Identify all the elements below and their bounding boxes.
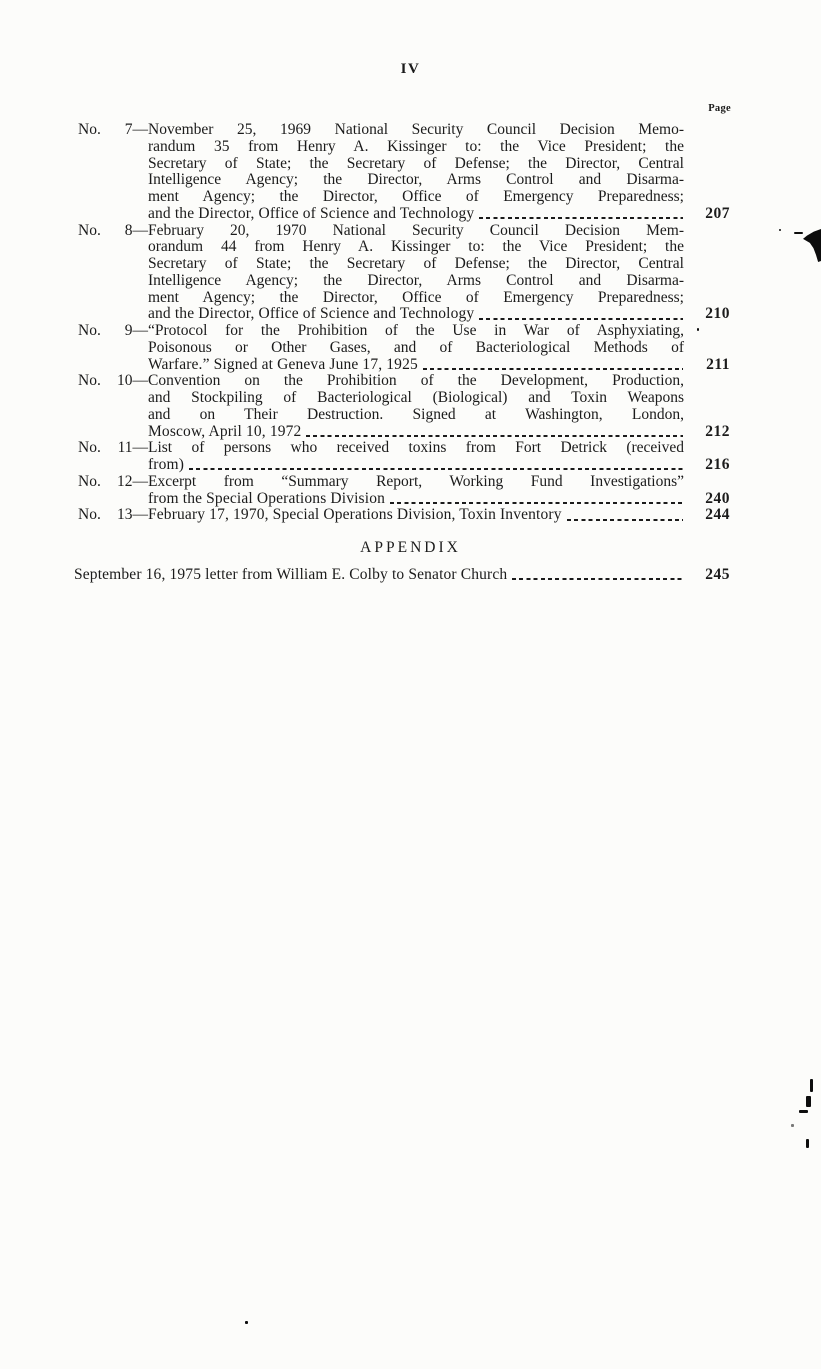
- ink-blot-artifact: [803, 229, 821, 262]
- entry-page-number: 207: [705, 204, 730, 222]
- entry-page-number: 245: [705, 566, 730, 583]
- entry-line: Secretary of State; the Secretary of Defense; the Director, Central: [148, 256, 684, 272]
- entry-page-number: 244: [705, 506, 730, 524]
- entry-page-number: 210: [705, 305, 730, 323]
- entry-first-line: [78, 373, 730, 390]
- toc-entry-no7: [78, 122, 730, 223]
- dot-leader: [189, 468, 683, 470]
- entry-text: Moscow, April 10, 1972: [148, 423, 302, 440]
- dot-leader: [512, 578, 683, 580]
- entry-no-digit: 11—: [117, 439, 148, 457]
- toc-entry-no11: [78, 440, 730, 474]
- page-folio: IV: [400, 61, 421, 77]
- entry-last-line: [74, 567, 730, 584]
- scan-speck: [806, 1139, 809, 1148]
- dot-leader: [567, 519, 683, 521]
- entry-line: Poisonous or Other Gases, and of Bacteriological Methods of: [148, 339, 684, 356]
- entry-last-line: [78, 206, 730, 223]
- entry-first-line: [78, 440, 730, 457]
- toc-entry-no12: [78, 474, 730, 508]
- dot-leader: [479, 318, 683, 320]
- entry-first-line: [78, 474, 730, 491]
- scan-speck: [806, 1096, 811, 1107]
- scan-speck: [799, 1110, 808, 1113]
- dot-leader: [479, 217, 683, 219]
- scan-speck: [810, 1079, 813, 1092]
- entry-text: from): [148, 457, 185, 473]
- dot-leader: [423, 368, 683, 370]
- entry-no-digit: 13—: [117, 506, 148, 524]
- scan-speck: [779, 229, 781, 231]
- toc-entry-no8: [78, 223, 730, 324]
- entry-line: randum 35 from Henry A. Kissinger to: the Vice President; the: [148, 138, 684, 155]
- entry-line: orandum 44 from Henry A. Kissinger to: the Vice President; the: [148, 239, 684, 256]
- entry-line: and on Their Destruction. Signed at Washington, London,: [148, 406, 684, 423]
- entry-line: Intelligence Agency; the Director, Arms Control and Disarma-: [148, 172, 684, 189]
- entry-no-digit: 12—: [117, 472, 148, 490]
- entry-page-number: 211: [706, 355, 730, 373]
- scan-speck: [794, 232, 803, 234]
- table-of-contents: [78, 122, 730, 524]
- appendix-heading: APPENDIX: [360, 539, 461, 556]
- entry-line: and Stockpiling of Bacteriological (Biological) and Toxin Weapons: [148, 390, 684, 406]
- entry-text: February 17, 1970, Special Operations Division, Toxin Inventory: [148, 507, 562, 524]
- entry-line: ment Agency; the Director, Office of Emergency Preparedness;: [148, 289, 684, 306]
- entry-last-line: [78, 424, 730, 441]
- entry-no-word: No.: [78, 472, 101, 490]
- entry-number: [78, 373, 148, 390]
- entry-page-number: 212: [705, 422, 730, 440]
- entry-page-number: 216: [705, 456, 730, 473]
- entry-text: November 25, 1969 National Security Council Decision Memo-: [148, 122, 684, 138]
- entry-text: “Protocol for the Prohibition of the Use in War of Asphyxiating,: [148, 323, 684, 339]
- entry-last-line: [78, 357, 730, 374]
- toc-entry-no9: [78, 323, 730, 373]
- entry-first-line: [78, 122, 730, 139]
- entry-no-digit: 7—: [124, 121, 148, 138]
- entry-text: List of persons who received toxins from Fort Detrick (received: [148, 440, 684, 457]
- entry-text: from the Special Operations Division: [148, 490, 385, 507]
- dot-leader: [390, 502, 683, 504]
- entry-no-word: No.: [78, 439, 101, 457]
- page-column-label: Page: [708, 103, 731, 114]
- entry-no-word: No.: [78, 506, 101, 524]
- entry-first-line: [78, 323, 730, 340]
- entry-no-word: No.: [78, 221, 101, 239]
- entry-text: Excerpt from “Summary Report, Working Fund Investigations”: [148, 473, 684, 490]
- entry-no-word: No.: [78, 372, 101, 390]
- entry-no-digit: 10—: [117, 372, 148, 390]
- toc-entry-no10: [78, 373, 730, 440]
- entry-last-line: [78, 507, 730, 524]
- entry-line: Secretary of State; the Secretary of Defense; the Director, Central: [148, 155, 684, 172]
- entry-no-word: No.: [78, 322, 101, 339]
- entry-text: February 20, 1970 National Security Council Decision Mem-: [148, 222, 684, 239]
- entry-number: [78, 474, 148, 491]
- entry-text: Convention on the Prohibition of the Development, Production,: [148, 373, 684, 390]
- entry-line: Intelligence Agency; the Director, Arms Control and Disarma-: [148, 272, 684, 289]
- entry-no-digit: 9—: [124, 322, 148, 339]
- entry-last-line: [78, 306, 730, 323]
- entry-last-line: [78, 491, 730, 508]
- entry-text: and the Director, Office of Science and Technology: [148, 205, 475, 222]
- entry-line: ment Agency; the Director, Office of Emergency Preparedness;: [148, 189, 684, 205]
- entry-last-line: [78, 457, 730, 474]
- entry-number: [78, 507, 148, 524]
- toc-entry-no13: [78, 507, 730, 524]
- entry-text: and the Director, Office of Science and Technology: [148, 306, 475, 323]
- dot-leader: [306, 435, 683, 437]
- entry-number: [78, 122, 148, 139]
- scan-speck: [245, 1321, 248, 1324]
- entry-text: Warfare.” Signed at Geneva June 17, 1925: [148, 356, 418, 373]
- entry-first-line: [78, 223, 730, 240]
- entry-number: [78, 223, 148, 240]
- entry-no-digit: 8—: [124, 221, 148, 239]
- scan-speck: [791, 1124, 794, 1127]
- appendix-entry: [74, 567, 730, 584]
- entry-no-word: No.: [78, 121, 101, 138]
- entry-number: [78, 440, 148, 457]
- entry-page-number: 240: [705, 489, 730, 507]
- entry-number: [78, 323, 148, 340]
- entry-text: September 16, 1975 letter from William E. Colby to Senator Church: [74, 566, 508, 583]
